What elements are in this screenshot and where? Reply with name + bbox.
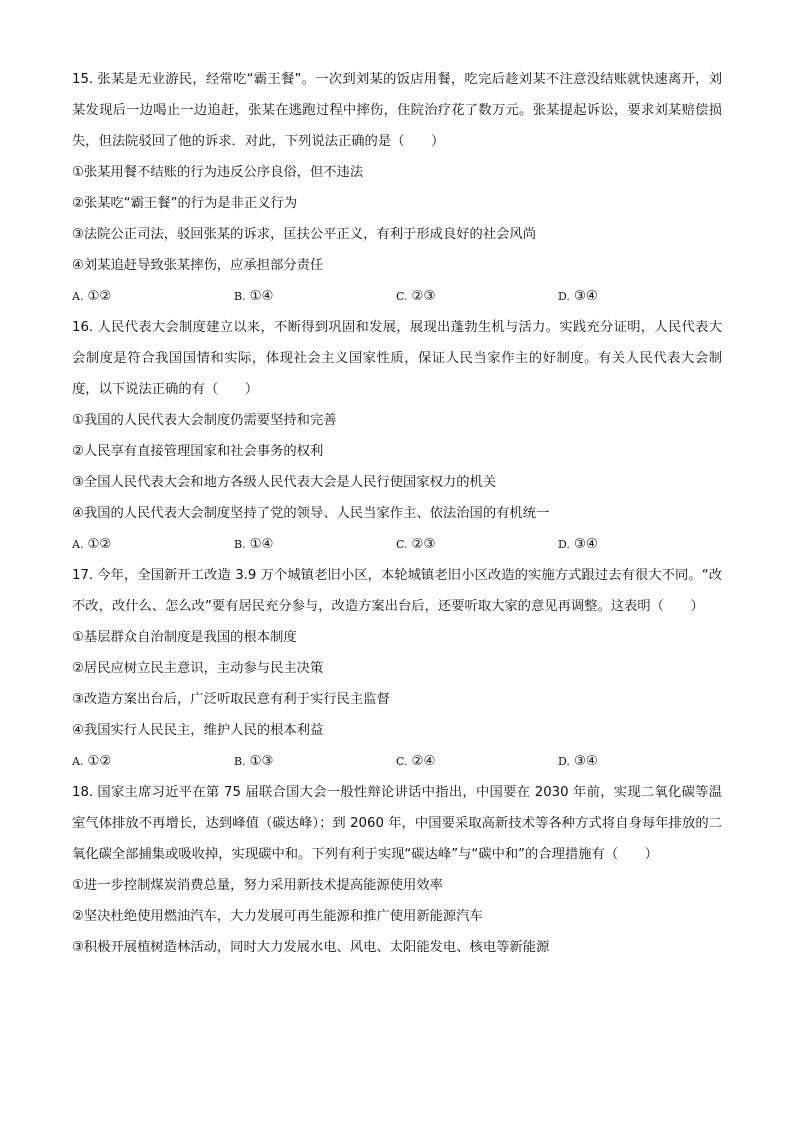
answer-options xyxy=(72,746,722,777)
question-text: 今年，全国新开工改造 3.9 万个城镇老旧小区，本轮城镇老旧小区改造的实施方式跟过去有很大不同。“改不改，改什么、怎么改”要有居民充分参与，改造方案出台后，还要听取大家的意见再调整。这表明（ ） xyxy=(72,568,722,614)
question-stem xyxy=(72,64,722,157)
question-text: 张某是无业游民，经常吃“霸王餐”。一次到刘某的饭店用餐，吃完后趁刘某不注意没结账就快速离开，刘某发现后一边喝止一边追赶，张某在逃跑过程中摔伤，住院治疗花了数万元。张某提起诉讼，要求刘某赔偿损失，但法院驳回了他的诉求．对此，下列说法正确的是（ ） xyxy=(72,72,722,149)
question-number: 15. xyxy=(72,72,94,87)
option-letter: D. xyxy=(558,538,570,551)
statement-1: ①进一步控制煤炭消费总量，努力采用新技术提高能源使用效率 xyxy=(72,878,443,893)
option-b xyxy=(234,281,396,312)
option-text: ①② xyxy=(87,537,112,552)
option-a xyxy=(72,529,234,560)
option-letter: B. xyxy=(234,538,246,551)
statement-2: ②张某吃“霸王餐”的行为是非正义行为 xyxy=(72,196,298,211)
statement-3: ③全国人民代表大会和地方各级人民代表大会是人民行使国家权力的机关 xyxy=(72,475,497,490)
option-letter: A. xyxy=(72,538,84,551)
option-text: ①② xyxy=(87,289,112,304)
option-letter: A. xyxy=(72,755,84,768)
option-text: ①④ xyxy=(249,537,274,552)
statement-1: ①我国的人民代表大会制度仍需要坚持和完善 xyxy=(72,413,337,428)
statement-2: ②坚决杜绝使用燃油汽车，大力发展可再生能源和推广使用新能源汽车 xyxy=(72,909,483,924)
option-letter: A. xyxy=(72,290,84,303)
question-number: 17. xyxy=(72,568,94,583)
option-letter: C. xyxy=(396,290,408,303)
statement-4: ④我国的人民代表大会制度坚持了党的领导、人民当家作主、依法治国的有机统一 xyxy=(72,506,550,521)
question-18 xyxy=(72,777,722,963)
option-a xyxy=(72,281,234,312)
option-a xyxy=(72,746,234,777)
statement-1: ①张某用餐不结账的行为违反公序良俗，但不违法 xyxy=(72,165,364,180)
statement-4: ④我国实行人民民主，维护人民的根本利益 xyxy=(72,723,324,738)
statement-1: ①基层群众自治制度是我国的根本制度 xyxy=(72,630,297,645)
question-text: 国家主席习近平在第 75 届联合国大会一般性辩论讲话中指出，中国要在 2030 年前，实现二氧化碳等温室气体排放不再增长，达到峰值（碳达峰）；到 2060 年，中国要采取高新技术等各种方式将自身每年排放的二氧化碳全部捕集或吸收掉，实现碳中和。下列有利于实现“碳达峰”与“碳中和”的合理措施有（ ） xyxy=(72,785,722,862)
option-letter: D. xyxy=(558,290,570,303)
question-number: 16. xyxy=(72,320,94,335)
option-b xyxy=(234,529,396,560)
option-text: ②③ xyxy=(411,537,436,552)
statement-2: ②居民应树立民主意识，主动参与民主决策 xyxy=(72,661,324,676)
option-letter: B. xyxy=(234,755,246,768)
option-text: ②④ xyxy=(411,754,436,769)
statement-4: ④刘某追赶导致张某摔伤，应承担部分责任 xyxy=(72,258,324,273)
option-c xyxy=(396,746,558,777)
option-text: ①② xyxy=(87,754,112,769)
option-b xyxy=(234,746,396,777)
option-d xyxy=(558,529,720,560)
question-16 xyxy=(72,312,722,560)
option-text: ③④ xyxy=(573,537,598,552)
statement-3: ③改造方案出台后，广泛听取民意有利于实行民主监督 xyxy=(72,692,390,707)
option-text: ①④ xyxy=(249,289,274,304)
option-c xyxy=(396,281,558,312)
option-text: ②③ xyxy=(411,289,436,304)
option-letter: C. xyxy=(396,755,408,768)
question-number: 18. xyxy=(72,785,94,800)
question-text: 人民代表大会制度建立以来，不断得到巩固和发展，展现出蓬勃生机与活力。实践充分证明，人民代表大会制度是符合我国国情和实际，体现社会主义国家性质，保证人民当家作主的好制度。有关人民代表大会制度，以下说法正确的有（ ） xyxy=(72,320,722,397)
option-c xyxy=(396,529,558,560)
answer-options xyxy=(72,529,722,560)
question-stem xyxy=(72,312,722,405)
option-letter: B. xyxy=(234,290,246,303)
option-letter: C. xyxy=(396,538,408,551)
question-stem xyxy=(72,777,722,870)
option-letter: D. xyxy=(558,755,570,768)
option-d xyxy=(558,281,720,312)
questions-list xyxy=(72,64,722,963)
option-text: ①③ xyxy=(249,754,274,769)
option-text: ③④ xyxy=(573,754,598,769)
question-15 xyxy=(72,64,722,312)
answer-options xyxy=(72,281,722,312)
question-17 xyxy=(72,560,722,777)
option-d xyxy=(558,746,720,777)
statement-3: ③积极开展植树造林活动，同时大力发展水电、风电、太阳能发电、核电等新能源 xyxy=(72,940,550,955)
option-text: ③④ xyxy=(573,289,598,304)
statement-2: ②人民享有直接管理国家和社会事务的权利 xyxy=(72,444,324,459)
question-stem xyxy=(72,560,722,622)
statement-3: ③法院公正司法，驳回张某的诉求，匡扶公平正义，有利于形成良好的社会风尚 xyxy=(72,227,537,242)
